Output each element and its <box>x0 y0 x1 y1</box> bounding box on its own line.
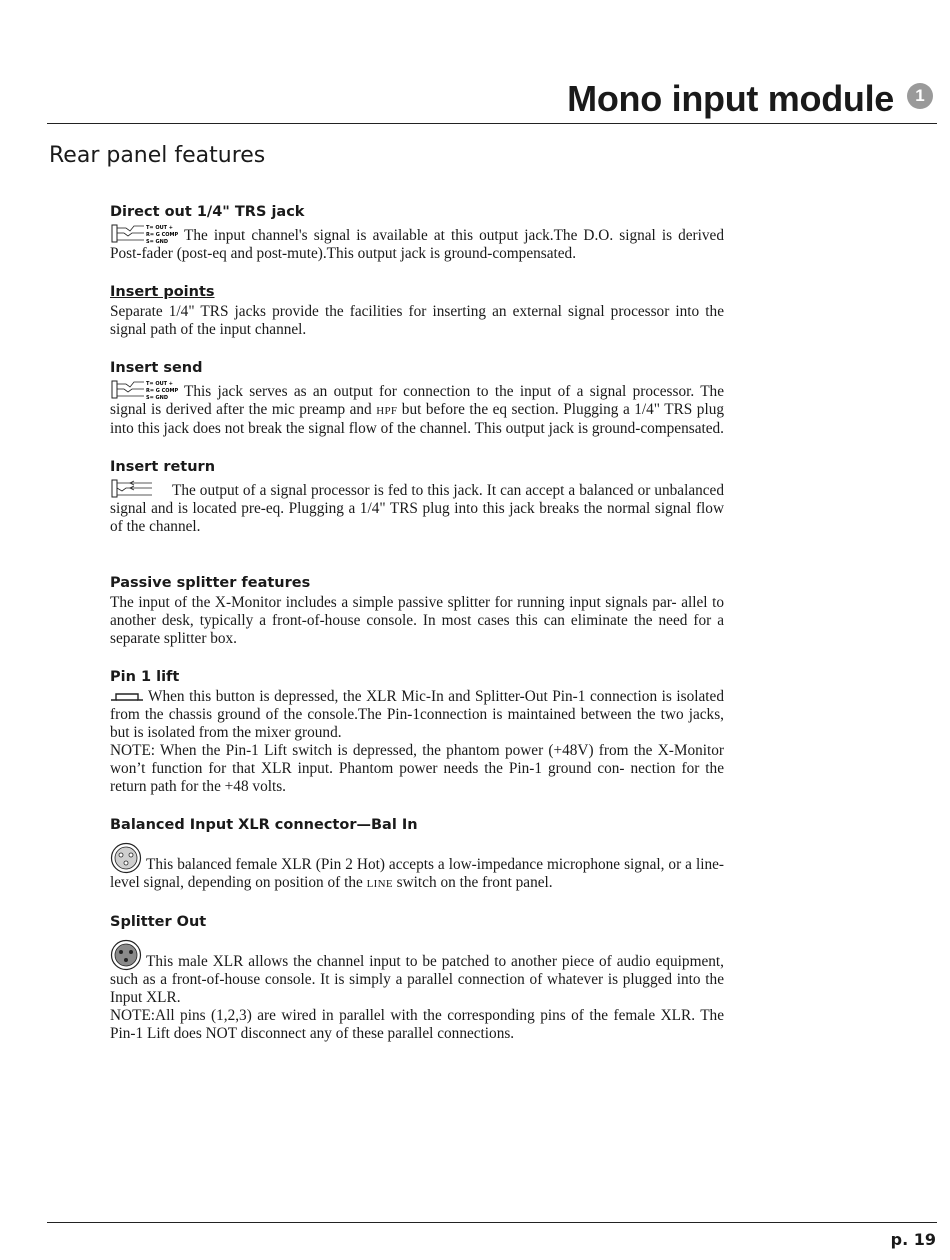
chapter-number-badge: 1 <box>907 83 933 109</box>
trs-tip-label: T= OUT + <box>146 381 173 387</box>
feature-text: The output of a signal processor is fed to this jack. It can accept a balanced or unbalanced signal and is located pre-eq. Plugging a 1/4" TRS plug into this jack breaks the normal signal flow of the channel. <box>110 482 724 535</box>
feature-text-a: This balanced female XLR (Pin 2 Hot) accepts a low-impedance microphone signal, or a line-level signal, depending on position of the <box>110 856 724 891</box>
feature-insert-send <box>110 357 724 438</box>
trs-jack-icon <box>110 379 182 401</box>
feature-heading: Splitter Out <box>110 914 207 930</box>
trs-sleeve-label: S= GND <box>146 239 168 245</box>
feature-direct-out <box>110 201 724 263</box>
feature-note: NOTE: When the Pin-1 Lift switch is depressed, the phantom power (+48V) from the X-Monitor won’t function for that XLR input. Phantom power needs the Pin-1 ground con- nection for the return path for the +48 volts. <box>110 742 724 795</box>
feature-insert-points <box>110 281 724 339</box>
feature-text: Separate 1/4" TRS jacks provide the facilities for inserting an external signal processor into the signal path of the input channel. <box>110 303 724 338</box>
feature-heading: Balanced Input XLR connector—Bal In <box>110 817 418 833</box>
page-title: Mono input module <box>567 78 894 119</box>
feature-heading: Passive splitter features <box>110 575 311 591</box>
feature-bal-in <box>110 814 724 893</box>
feature-text: The input of the X-Monitor includes a simple passive splitter for running input signals par- allel to another desk, typically a front-of-house console. In most cases this can eliminate the need for a separate splitter box. <box>110 594 724 647</box>
line-switch-label: LINE <box>366 878 393 890</box>
footer-rule <box>47 1222 937 1223</box>
feature-splitter-out <box>110 911 724 1043</box>
xlr-male-icon <box>110 939 142 971</box>
feature-text-b: switch on the front panel. <box>392 874 553 891</box>
feature-heading: Insert points <box>110 284 215 300</box>
trs-ring-label: R= G COMP <box>146 232 179 238</box>
feature-description <box>110 478 724 536</box>
hpf-label: HPF <box>376 405 398 417</box>
pushbutton-icon <box>110 689 144 701</box>
feature-description <box>110 379 724 438</box>
feature-description <box>110 842 724 893</box>
section-title: Rear panel features <box>49 143 266 168</box>
feature-passive-splitter <box>110 572 724 648</box>
page-number: p. 19 <box>890 1230 936 1249</box>
feature-text: The input channel's signal is available at this output jack.The D.O. signal is derived Post-fader (post-eq and post-mute).This output jack is ground-compensated. <box>110 227 724 262</box>
feature-text: This male XLR allows the channel input to be patched to another piece of audio equipment, such as a front-of-house console. It is simply a parallel connection of whatever is plugged into the Input XLR. <box>110 953 724 1006</box>
feature-pin1-lift <box>110 666 724 796</box>
feature-description <box>110 939 724 1007</box>
trs-sleeve-label: S= GND <box>146 395 168 401</box>
feature-heading: Pin 1 lift <box>110 669 180 685</box>
trs-jack-icon <box>110 223 182 245</box>
input-jack-icon <box>110 478 158 500</box>
trs-tip-label: T= OUT + <box>146 225 173 231</box>
feature-description <box>110 223 724 263</box>
feature-heading: Insert return <box>110 459 216 475</box>
feature-text-a: This jack serves as an output for connection to the input of a signal processor. The signal is derived after the mic preamp and <box>110 383 724 418</box>
feature-heading: Direct out 1/4" TRS jack <box>110 204 305 220</box>
feature-description <box>110 688 724 742</box>
feature-text-b: but before the eq section. Plugging a 1/4" TRS plug into this jack does not break the signal flow of the channel. This output jack is ground-compensated. <box>110 401 725 437</box>
xlr-female-icon <box>110 842 142 874</box>
feature-note: NOTE:All pins (1,2,3) are wired in parallel with the corresponding pins of the female XLR. The Pin-1 Lift does NOT disconnect any of these parallel connections. <box>110 1007 724 1042</box>
header-rule <box>47 123 937 124</box>
features-content <box>110 201 724 1061</box>
feature-text: When this button is depressed, the XLR Mic-In and Splitter-Out Pin-1 connection is isolated from the chassis ground of the console.The Pin-1connection is maintained between the two jacks, but is isolated from the mixer ground. <box>110 688 724 741</box>
feature-insert-return <box>110 456 724 536</box>
trs-ring-label: R= G COMP <box>146 388 179 394</box>
feature-heading: Insert send <box>110 360 203 376</box>
